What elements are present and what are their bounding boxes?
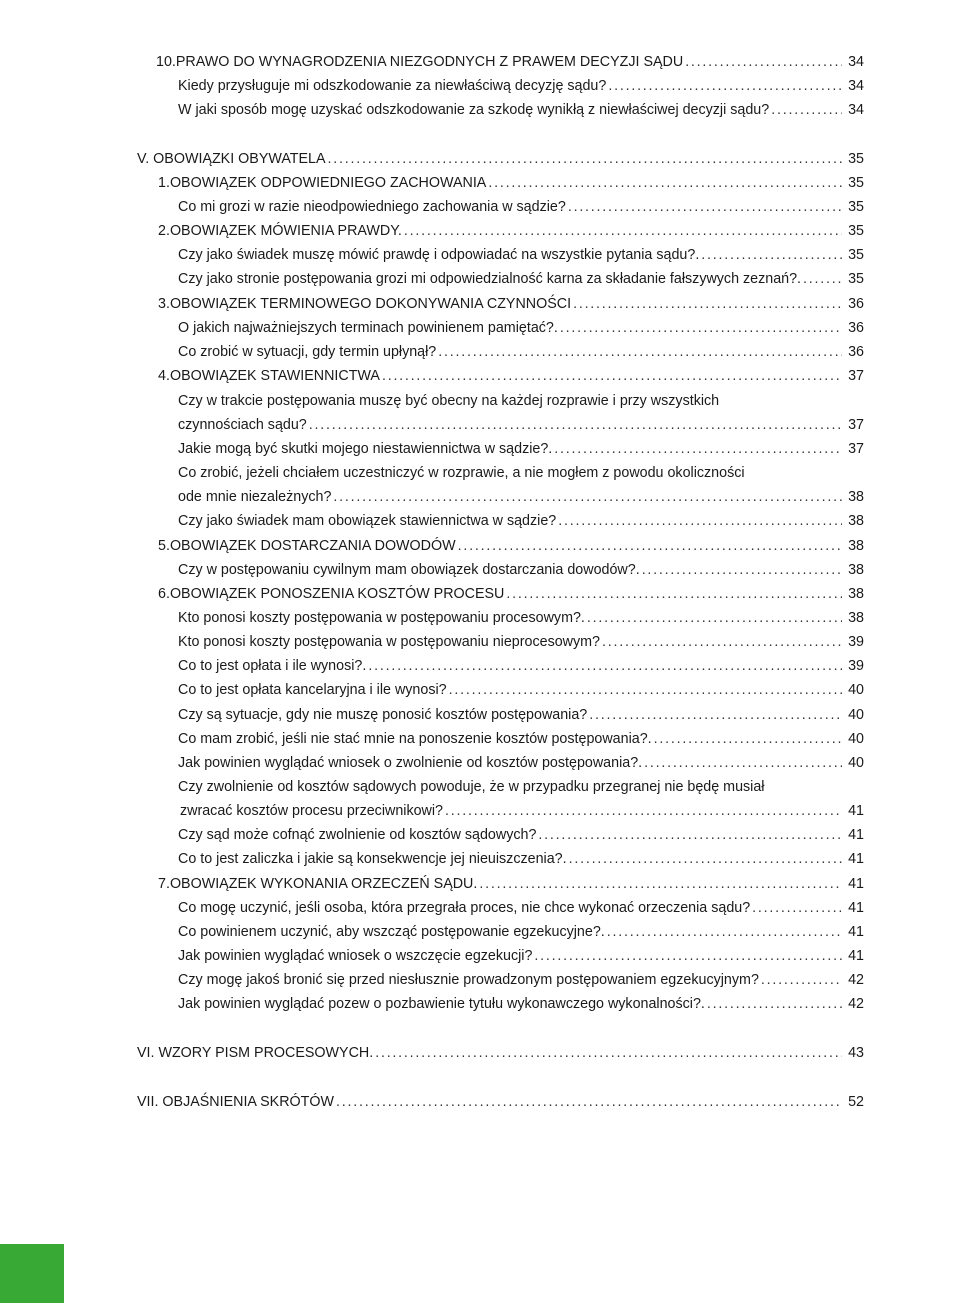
toc-entry <box>180 801 864 821</box>
toc-entry-title: OBOWIĄZEK STAWIENNICTWA <box>170 368 380 384</box>
toc-entry-page-number: 41 <box>848 900 864 916</box>
toc-entry-page-number: 40 <box>848 707 864 723</box>
toc-entry <box>178 777 765 797</box>
toc-entry-page-number: 39 <box>848 634 864 650</box>
toc-entry-title: Czy jako świadek muszę mówić prawdę i odpowiadać na wszystkie pytania sądu?. <box>178 247 700 263</box>
toc-entry-number: 5. <box>158 538 170 554</box>
dot-leader <box>761 970 842 990</box>
toc-entry-page-number: 41 <box>848 876 864 892</box>
toc-entry-page-number: 36 <box>848 320 864 336</box>
toc-entry <box>178 318 864 338</box>
toc-entry <box>178 729 864 749</box>
toc-entry-title: OBOWIĄZEK DOSTARCZANIA DOWODÓW <box>169 538 456 554</box>
toc-entry-page-number: 36 <box>848 296 864 312</box>
dot-leader <box>569 849 842 869</box>
toc-entry-page-number: 41 <box>848 948 864 964</box>
toc-entry-title: ode mnie niezależnych? <box>178 489 332 505</box>
toc-entry-page-number: 40 <box>848 682 864 698</box>
toc-entry-title: Co mam zrobić, jeśli nie stać mnie na ponoszenie kosztów postępowania?. <box>178 731 652 747</box>
dot-leader <box>438 342 842 362</box>
toc-entry <box>178 463 745 483</box>
toc-entry-title: OBOWIĄZEK MÓWIENIA PRAWDY. <box>169 223 402 239</box>
toc-entry-title: Kto ponosi koszty postępowania w postępowaniu procesowym?. <box>178 610 585 626</box>
dot-leader <box>404 221 842 241</box>
toc-entry-title: O jakich najważniejszych terminach powinienem pamiętać?. <box>178 320 558 336</box>
toc-entry <box>178 946 864 966</box>
dot-leader <box>479 874 842 894</box>
toc-entry-page-number: 40 <box>848 755 864 771</box>
toc-entry <box>137 1092 864 1112</box>
toc-entry-title: Co mi grozi w razie nieodpowiedniego zachowania w sądzie? <box>178 199 566 215</box>
toc-entry <box>158 221 864 241</box>
toc-entry <box>158 294 864 314</box>
toc-entry <box>178 439 864 459</box>
toc-entry-title: VI. WZORY PISM PROCESOWYCH. <box>137 1045 374 1061</box>
toc-entry-page-number: 42 <box>848 996 864 1012</box>
toc-entry-page-number: 43 <box>848 1045 864 1061</box>
toc-entry-page-number: 38 <box>848 610 864 626</box>
toc-entry <box>178 100 864 120</box>
dot-leader <box>554 439 842 459</box>
dot-leader <box>771 100 842 120</box>
toc-entry-page-number: 39 <box>848 658 864 674</box>
toc-entry <box>178 632 864 652</box>
toc-entry-title: Jak powinien wyglądać wniosek o wszczęcie egzekucji? <box>178 948 533 964</box>
toc-entry <box>178 391 719 411</box>
toc-entry-page-number: 38 <box>848 586 864 602</box>
toc-entry-title: Co zrobić w sytuacji, gdy termin upłynął? <box>178 344 437 360</box>
toc-entry <box>178 560 864 580</box>
toc-entry-title: Czy jako stronie postępowania grozi mi odpowiedzialność karna za składanie fałszywych zeznań?. <box>178 271 802 287</box>
dot-leader <box>328 149 842 169</box>
toc-entry-number: 2. <box>158 223 170 239</box>
toc-entry-title: Czy jako świadek mam obowiązek stawiennictwa w sądzie? <box>178 513 557 529</box>
toc-entry <box>178 245 864 265</box>
toc-entry-title: Jakie mogą być skutki mojego niestawiennictwa w sądzie?. <box>178 441 553 457</box>
toc-entry-page-number: 38 <box>848 538 864 554</box>
toc-entry-page-number: 40 <box>848 731 864 747</box>
toc-entry-page-number: 35 <box>848 223 864 239</box>
toc-entry <box>137 1043 864 1063</box>
toc-entry-page-number: 35 <box>848 271 864 287</box>
dot-leader <box>560 318 842 338</box>
dot-leader <box>685 52 842 72</box>
dot-leader <box>558 511 842 531</box>
dot-leader <box>607 922 842 942</box>
toc-entry-page-number: 35 <box>848 151 864 167</box>
toc-entry-title: V. OBOWIĄZKI OBYWATELA <box>137 151 326 167</box>
dot-leader <box>309 415 842 435</box>
toc-entry-title: Czy w postępowaniu cywilnym mam obowiązek dostarczania dowodów?. <box>178 562 640 578</box>
toc-entry-page-number: 35 <box>848 175 864 191</box>
dot-leader <box>333 487 842 507</box>
toc-entry-title: Kto ponosi koszty postępowania w postępowaniu nieprocesowym? <box>178 634 601 650</box>
toc-entry-title: Jak powinien wyglądać pozew o pozbawienie tytułu wykonawczego wykonalności?. <box>178 996 705 1012</box>
toc-entry <box>158 874 864 894</box>
dot-leader <box>589 705 842 725</box>
toc-entry-title: OBOWIĄZEK ODPOWIEDNIEGO ZACHOWANIA <box>169 175 487 191</box>
toc-entry <box>178 269 864 289</box>
toc-entry <box>158 173 864 193</box>
toc-entry <box>178 994 864 1014</box>
toc-entry-number: 4. <box>158 368 170 384</box>
toc-entry-number: 3. <box>158 296 170 312</box>
toc-entry <box>178 608 864 628</box>
toc-entry <box>178 487 864 507</box>
dot-leader <box>602 632 842 652</box>
toc-entry-title: Co to jest opłata i ile wynosi?. <box>178 658 367 674</box>
toc-entry <box>178 342 864 362</box>
dot-leader <box>538 825 842 845</box>
toc-entry-page-number: 41 <box>848 924 864 940</box>
dot-leader <box>534 946 842 966</box>
toc-entry-number: 1. <box>158 175 170 191</box>
toc-entry-page-number: 37 <box>848 417 864 433</box>
toc-entry-page-number: 35 <box>848 199 864 215</box>
toc-entry <box>158 536 864 556</box>
toc-entry-number: 7. <box>158 876 170 892</box>
dot-leader <box>506 584 842 604</box>
toc-entry <box>178 922 864 942</box>
toc-entry <box>158 366 864 386</box>
dot-leader <box>488 173 842 193</box>
toc-entry-page-number: 41 <box>848 827 864 843</box>
toc-entry-title: PRAWO DO WYNAGRODZENIA NIEZGODNYCH Z PRAWEM DECYZJI SĄDU <box>175 54 684 70</box>
dot-leader <box>375 1043 842 1063</box>
toc-entry-title: Czy sąd może cofnąć zwolnienie od kosztów sądowych? <box>178 827 537 843</box>
toc-entry-page-number: 36 <box>848 344 864 360</box>
toc-entry-title: zwracać kosztów procesu przeciwnikowi? <box>180 803 443 819</box>
dot-leader <box>642 560 842 580</box>
toc-entry-title: OBOWIĄZEK PONOSZENIA KOSZTÓW PROCESU <box>169 586 505 602</box>
toc-entry <box>178 415 864 435</box>
toc-entry-number: 6. <box>158 586 170 602</box>
toc-entry-title: Co mogę uczynić, jeśli osoba, która przegrała proces, nie chce wykonać orzeczenia sądu? <box>178 900 751 916</box>
dot-leader <box>701 245 842 265</box>
toc-entry-page-number: 38 <box>848 489 864 505</box>
toc-entry-title: Co to jest zaliczka i jakie są konsekwencje jej nieuiszczenia?. <box>178 851 567 867</box>
toc-entry-page-number: 52 <box>848 1094 864 1110</box>
dot-leader <box>382 366 842 386</box>
toc-entry <box>158 584 864 604</box>
dot-leader <box>336 1092 842 1112</box>
toc-entry-title: VII. OBJAŚNIENIA SKRÓTÓW <box>137 1094 335 1110</box>
dot-leader <box>654 729 842 749</box>
dot-leader <box>568 197 842 217</box>
toc-entry-page-number: 34 <box>848 78 864 94</box>
dot-leader <box>707 994 842 1014</box>
toc-entry <box>178 970 864 990</box>
toc-entry <box>178 898 864 918</box>
toc-entry <box>178 76 864 96</box>
toc-entry <box>178 197 864 217</box>
toc-entry-title: OBOWIĄZEK WYKONANIA ORZECZEŃ SĄDU. <box>169 876 478 892</box>
toc-entry-page-number: 37 <box>848 441 864 457</box>
toc-entry <box>178 753 864 773</box>
toc-entry-title: Czy mogę jakoś bronić się przed niesłusznie prowadzonym postępowaniem egzekucyjnym? <box>178 972 759 988</box>
toc-entry <box>178 511 864 531</box>
dot-leader <box>445 801 842 821</box>
toc-entry-title: Kiedy przysługuje mi odszkodowanie za niewłaściwą decyzję sądu? <box>178 78 607 94</box>
toc-entry-title: Co to jest opłata kancelaryjna i ile wynosi? <box>178 682 447 698</box>
toc-entry <box>137 149 864 169</box>
dot-leader <box>368 656 842 676</box>
toc-entry-number: 10. <box>156 54 176 70</box>
toc-entry-page-number: 41 <box>848 851 864 867</box>
toc-entry-page-number: 37 <box>848 368 864 384</box>
toc-entry-page-number: 34 <box>848 54 864 70</box>
toc-entry-page-number: 35 <box>848 247 864 263</box>
toc-entry-title: Jak powinien wyglądać wniosek o zwolnienie od kosztów postępowania?. <box>178 755 643 771</box>
dot-leader <box>587 608 842 628</box>
toc-entry <box>156 52 864 72</box>
toc-entry-title: czynnościach sądu? <box>178 417 307 433</box>
dot-leader <box>458 536 842 556</box>
dot-leader <box>449 680 842 700</box>
toc-entry-page-number: 41 <box>848 803 864 819</box>
dot-leader <box>608 76 842 96</box>
toc-entry-page-number: 42 <box>848 972 864 988</box>
toc-entry-title: Czy w trakcie postępowania muszę być obecny na każdej rozprawie i przy wszystkich <box>178 393 720 409</box>
toc-entry-page-number: 34 <box>848 102 864 118</box>
toc-entry-title: W jaki sposób mogę uzyskać odszkodowanie za szkodę wynikłą z niewłaściwej decyzji sądu? <box>178 102 770 118</box>
toc-entry <box>178 705 864 725</box>
toc-entry-title: Czy zwolnienie od kosztów sądowych powoduje, że w przypadku przegranej nie będę musiał <box>178 779 765 795</box>
dot-leader <box>803 269 842 289</box>
toc-entry-title: Co zrobić, jeżeli chciałem uczestniczyć w rozprawie, a nie mogłem z powodu okoliczności <box>178 465 745 481</box>
toc-entry-page-number: 38 <box>848 562 864 578</box>
toc-entry <box>178 849 864 869</box>
toc-entry-title: Czy są sytuacje, gdy nie muszę ponosić kosztów postępowania? <box>178 707 588 723</box>
dot-leader <box>573 294 842 314</box>
toc-entry <box>178 825 864 845</box>
dot-leader <box>644 753 842 773</box>
green-page-marker <box>0 1244 64 1303</box>
toc-entry-title: OBOWIĄZEK TERMINOWEGO DOKONYWANIA CZYNNOŚCI <box>169 296 572 312</box>
toc-entry <box>178 656 864 676</box>
toc-entry <box>178 680 864 700</box>
dot-leader <box>752 898 842 918</box>
toc-entry-page-number: 38 <box>848 513 864 529</box>
toc-entry-title: Co powinienem uczynić, aby wszcząć postępowanie egzekucyjne?. <box>178 924 605 940</box>
